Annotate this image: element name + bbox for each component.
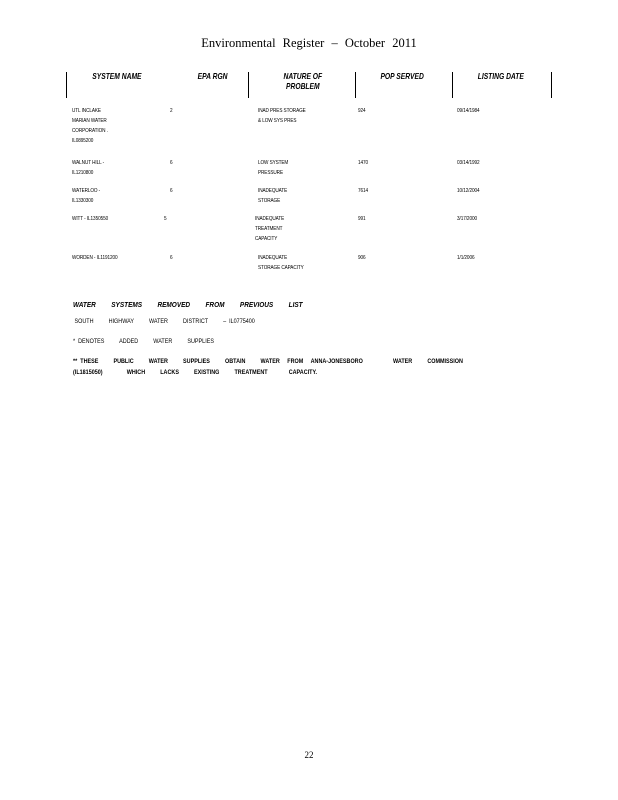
problem-cell: INADEQUATE TREATMENT CAPACITY [255,216,285,242]
pop-served-cell: 7614 [358,188,369,194]
system-name-cell: UTL INCLAKE MARIAN WATER CORPORATION . IL0895200 [72,108,108,144]
column-divider [248,72,249,98]
column-header-system-name: SYSTEM NAME [92,72,142,81]
column-divider [551,72,552,98]
column-header-epa-rgn: EPA RGN [197,72,228,81]
page-number: 22 [304,750,314,760]
epa-rgn-cell: 6 [170,255,173,261]
pop-served-cell: 906 [358,255,366,261]
column-divider [66,72,67,98]
listing-date-cell: 10/12/2004 [457,188,480,194]
epa-rgn-cell: 6 [170,160,173,166]
epa-rgn-cell: 2 [170,108,173,114]
system-name-cell: WATERLOO - IL1330300 [72,188,101,204]
listing-date-cell: 1/1/2006 [457,255,475,261]
problem-cell: LOW SYSTEM PRESSURE [258,160,289,176]
column-header-nature-of-problem: NATURE OF PROBLEM [283,72,323,91]
denotes-note: * DENOTES ADDED WATER SUPPLIES [73,338,214,345]
pop-served-cell: 991 [358,216,366,222]
system-name-cell: WITT - IL1350550 [72,216,109,222]
removed-system-item: SOUTH HIGHWAY WATER DISTRICT – IL0775400 [73,318,255,325]
epa-rgn-cell: 6 [170,188,173,194]
footnote-line-1: ** THESE PUBLIC WATER SUPPLIES OBTAIN WATER FROM ANNA-JONESBORO WATER COMMISSION [73,358,463,365]
listing-date-cell: 03/14/1992 [457,160,480,166]
problem-cell: INADEQUATE STORAGE [258,188,288,204]
removed-systems-heading: WATER SYSTEMS REMOVED FROM PREVIOUS LIST [73,300,303,309]
system-name-cell: WALNUT HILL - IL1210800 [72,160,105,176]
page-title: Environmental Register – October 2011 [201,36,417,50]
problem-cell: INAD PRES STORAGE & LOW SYS PRES [258,108,306,124]
column-divider [355,72,356,98]
listing-date-cell: 09/14/1984 [457,108,480,114]
table-header [66,72,552,98]
problem-cell: INADEQUATE STORAGE CAPACITY [258,255,304,271]
listing-date-cell: 3/17/2000 [457,216,477,222]
footnote-line-2: (IL1815050) WHICH LACKS EXISTING TREATMENT CAPACITY. [73,369,317,376]
system-name-cell: WORDEN - IL1191200 [72,255,118,261]
column-divider [452,72,453,98]
column-header-pop-served: POP SERVED [380,72,424,81]
pop-served-cell: 1470 [358,160,369,166]
epa-rgn-cell: 5 [164,216,167,222]
column-header-listing-date: LISTING DATE [477,72,524,81]
pop-served-cell: 924 [358,108,366,114]
